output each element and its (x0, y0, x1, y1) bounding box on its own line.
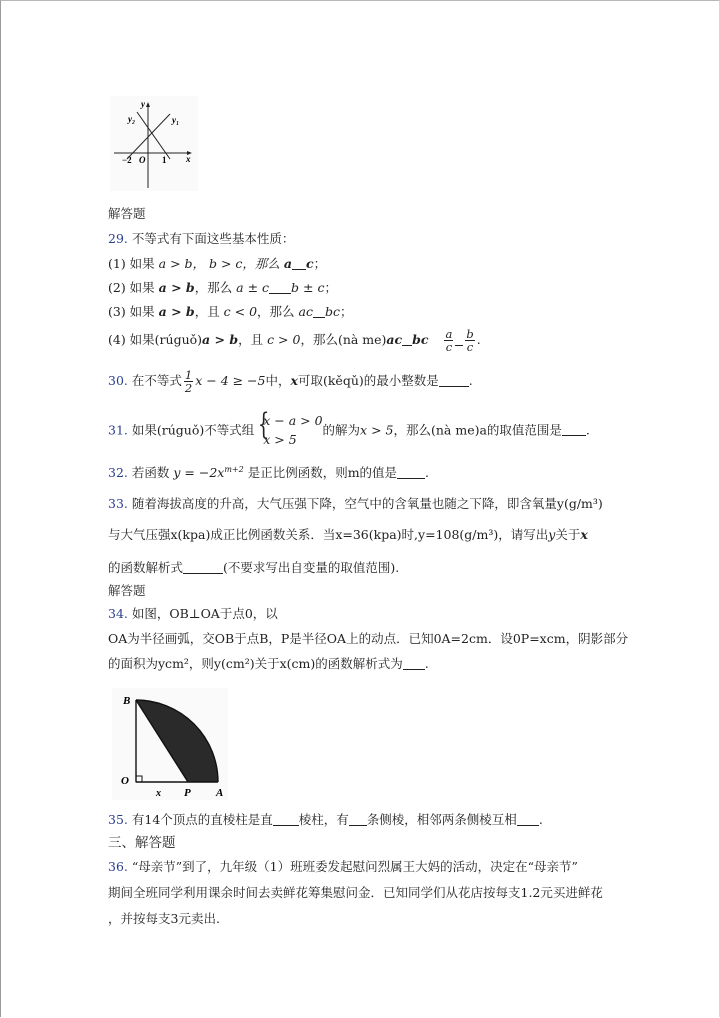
q31-blank[interactable] (562, 423, 586, 436)
section-heading-2: 解答题 (108, 583, 146, 598)
q30-frac-num: 1 (184, 368, 193, 382)
q35-text-c: 条侧棱，相邻两条侧棱互相 (366, 812, 517, 827)
q35-blank-2[interactable] (349, 813, 367, 826)
q29-p2-expr1: a ± c (236, 280, 270, 295)
q29-p2-blank[interactable] (269, 281, 291, 294)
label-x: x (156, 788, 161, 799)
q29-item-4 (108, 328, 481, 353)
q34-line-2 (108, 630, 628, 648)
q31-sys2: x > 5 (263, 431, 297, 447)
q29-p4-frac-b-den: c (466, 340, 474, 355)
q29-p3-end: ； (340, 304, 353, 319)
q31-post: ，那么(nà me)a的取值范围是 (393, 422, 562, 438)
label-p: P (184, 787, 191, 799)
q29-p2-cond: a > b (158, 280, 195, 295)
q29-p1-blank[interactable] (292, 257, 306, 270)
q30-frac-den: 2 (184, 381, 193, 396)
q29-p4-then: ，那么(nà me) (300, 332, 387, 348)
q29-p2-end: ； (324, 280, 337, 295)
q29-p2-prefix: (2) 如果 (108, 280, 159, 295)
q29-stem (108, 230, 294, 248)
q33-number: 33. (108, 496, 128, 511)
q31-line (108, 407, 590, 450)
q34-line-3 (108, 655, 429, 673)
shaded-region (136, 700, 218, 782)
q31-system (254, 407, 323, 450)
q29-p4-end: . (476, 332, 481, 348)
q29-p3-bc: bc (324, 304, 340, 319)
label-a: A (216, 787, 224, 799)
q29-p2-mid: ，那么 (194, 280, 237, 295)
q29-p4-cond: a > b (202, 332, 239, 348)
q34-blank[interactable] (403, 657, 425, 670)
q32-fn: y = −2x (173, 465, 225, 481)
q32-blank[interactable] (397, 466, 425, 479)
q32-exponent: m+2 (224, 465, 244, 474)
q29-p3-ac: ac (298, 304, 313, 319)
q30-x: x (290, 373, 298, 389)
q36-line-3 (108, 910, 220, 928)
q34-line-1 (108, 605, 278, 623)
q33-text-3a: 的函数解析式 (108, 560, 184, 575)
q29-number: 29. (108, 231, 128, 246)
graph-svg (110, 96, 198, 191)
q29-p3-blank[interactable] (313, 305, 325, 318)
q32-pre: 若函数 (131, 465, 174, 481)
q29-item-3 (108, 303, 353, 321)
q29-p3-cond: a > b (158, 304, 195, 319)
q29-p4-blank-1[interactable] (402, 333, 412, 346)
label-one: 1 (162, 155, 167, 165)
q33-line-1 (108, 495, 603, 513)
graph-figure (110, 96, 198, 191)
q29-p4-bc: bc (412, 332, 429, 348)
q29-p3-then: ，那么 (257, 304, 299, 319)
q30-expr: x − 4 ≥ −5 (195, 373, 266, 389)
sector-svg (112, 688, 228, 800)
q36-line-2 (108, 884, 603, 902)
q30-mid: 中， (265, 373, 291, 389)
q30-line (108, 369, 473, 394)
q34-end: . (424, 656, 429, 671)
q29-p4-frac-b-num: b (466, 327, 474, 341)
q35-line (108, 811, 543, 829)
q33-blank[interactable] (183, 561, 223, 574)
q29-p3-prefix: (3) 如果 (108, 304, 159, 319)
q31-brace: { (258, 407, 270, 442)
q34-text-2: OA为半径画弧，交OB于点B，P是半径OA上的动点．已知0A=2cm．设0P=xcm，阴影部分 (108, 631, 629, 646)
q29-p1-a: a (283, 256, 293, 271)
q29-p4-mid: ，且 (238, 332, 268, 348)
q29-item-2 (108, 279, 337, 297)
label-y1: y₁ (172, 115, 180, 125)
right-angle-mark (136, 776, 142, 782)
q33-text-2b: 关于 (555, 527, 581, 542)
q29-p3-mid: ，且 (194, 304, 224, 319)
q29-p4-frac-b (465, 328, 474, 353)
q29-item-1 (108, 255, 326, 273)
q31-number: 31. (108, 422, 128, 438)
q30-blank[interactable] (439, 374, 469, 387)
q33-line-2 (108, 526, 588, 544)
q30-post: 可取(kěqǔ)的最小整数是 (297, 373, 439, 389)
q33-line-3 (108, 559, 399, 577)
q30-end: . (468, 373, 473, 389)
q36-text-3: ，并按每支3元卖出. (108, 911, 220, 926)
q30-fraction (184, 369, 193, 394)
q30-number: 30. (108, 373, 128, 389)
q31-sol: x > 5 (360, 422, 394, 438)
label-b: B (123, 695, 131, 707)
q35-number: 35. (108, 812, 128, 827)
label-y2: y₂ (128, 114, 136, 124)
q35-end: . (538, 812, 543, 827)
q30-pre: 在不等式 (131, 373, 182, 389)
label-x: x (186, 154, 191, 164)
label-o: O (121, 775, 129, 787)
q29-p4-c: c > 0 (267, 332, 301, 348)
q35-text-b: 棱柱，有 (298, 812, 349, 827)
q29-p4-frac-a-num: a (445, 327, 453, 341)
q33-text-3b: (不要求写出自变量的取值范围). (223, 560, 400, 575)
label-origin: O (139, 155, 146, 165)
q36-number: 36. (108, 859, 128, 874)
q29-p1-cond: a > b， b > c，那么 (158, 256, 284, 271)
q32-line (108, 464, 429, 482)
q29-p4-prefix: (4) 如果(rúguǒ) (108, 332, 203, 348)
q31-pre: 如果(rúguǒ)不等式组 (131, 422, 255, 438)
q33-text-2a: 与大气压强x(kpa)成正比例函数关系．当x=36(kpa)时,y=108(g/m³)，请写出 (108, 527, 549, 542)
q36-text-2: 期间全班同学利用课余时间去卖鲜花筹集慰问金．已知同学们从花店按每支1.2元买进鲜花 (108, 885, 603, 900)
y-axis-arrow (146, 102, 150, 107)
q29-p1-c: c (306, 256, 314, 271)
q35-blank-3[interactable] (517, 813, 539, 826)
label-y: y (141, 99, 145, 109)
q29-p4-blank-2[interactable] (455, 333, 463, 346)
q31-mid: 的解为 (322, 422, 361, 438)
q31-sys1: x − a > 0 (263, 413, 323, 428)
section-heading-1: 解答题 (108, 206, 146, 221)
q36-line-1 (108, 858, 578, 876)
q31-end: . (585, 422, 590, 438)
q35-text-a: 有14个顶点的直棱柱是直 (131, 812, 273, 827)
q34-text-1: 如图，OB⊥OA于点0，以 (131, 606, 278, 621)
q29-p1-end: ； (313, 256, 327, 271)
q29-p2-expr2: b ± c (291, 280, 325, 295)
q34-text-3: 的面积为ycm²，则y(cm²)关于x(cm)的函数解析式为 (108, 656, 403, 671)
q33-x: x (580, 527, 588, 542)
q29-p4-frac-a-den: c (445, 340, 453, 355)
label-neg2: −2 (122, 155, 132, 165)
q29-p1-prefix: (1) 如果 (108, 256, 159, 271)
q34-number: 34. (108, 606, 128, 621)
q35-blank-1[interactable] (273, 813, 299, 826)
q33-y: y (548, 527, 556, 542)
section-heading-3: 三、解答题 (108, 835, 176, 851)
q32-number: 32. (108, 465, 128, 481)
q36-text-1: “母亲节”到了，九年级（1）班班委发起慰问烈属王大妈的活动，决定在“母亲节” (131, 859, 578, 874)
q33-text-1: 随着海拔高度的升高，大气压强下降，空气中的含氧量也随之下降，即含氧量y(g/m³) (131, 496, 603, 511)
q29-p4-frac-a (444, 328, 453, 353)
q29-p4-ac: ac (386, 332, 403, 348)
q32-post: 是正比例函数，则m的值是 (243, 465, 398, 481)
q29-p3-c: c < 0 (223, 304, 258, 319)
q29-text: 不等式有下面这些基本性质： (131, 231, 295, 246)
q32-end: . (425, 465, 430, 481)
sector-figure (112, 688, 228, 800)
